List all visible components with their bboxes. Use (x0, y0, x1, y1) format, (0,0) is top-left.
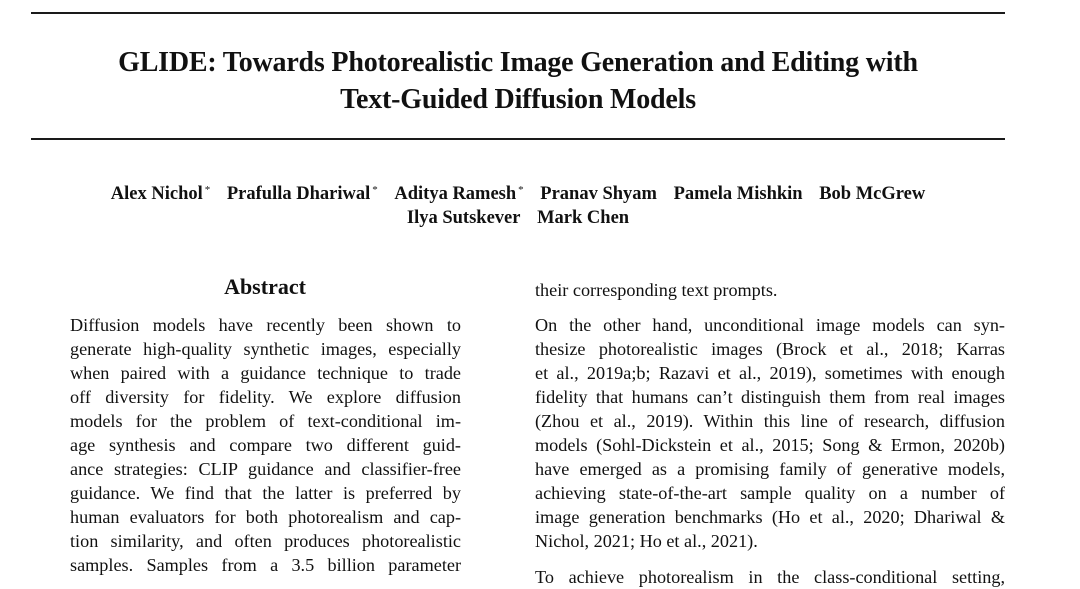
right-paragraph-1 (535, 278, 1005, 302)
author: Ilya Sutskever (406, 208, 521, 228)
author: Mark Chen (537, 208, 630, 228)
text-line: guidance. We find that the latter is preferred by (70, 483, 461, 503)
text-line: image generation benchmarks (Ho et al., 2020; Dhariwal & (535, 507, 1005, 527)
text-line: tion similarity, and often produces photorealistic (70, 531, 461, 551)
text-line: On the other hand, unconditional image models can syn- (535, 315, 1005, 335)
author: Prafulla Dhariwal * (226, 184, 378, 204)
text-line: when paired with a guidance technique to trade (70, 363, 461, 383)
equal-contribution-mark: * (204, 184, 211, 196)
right-paragraph-2 (535, 313, 1005, 553)
author-list (0, 182, 1036, 230)
text-line: human evaluators for both photorealism and cap- (70, 507, 461, 527)
author: Alex Nichol * (110, 184, 211, 204)
right-paragraph-3 (535, 565, 1005, 589)
author-line-2 (0, 206, 1036, 230)
author: Aditya Ramesh * (394, 184, 524, 204)
author-line-1 (0, 182, 1036, 206)
text-line: (Zhou et al., 2019). Within this line of research, diffusion (535, 411, 1005, 431)
text-line: their corresponding text prompts. (535, 280, 778, 300)
abstract-body (70, 313, 461, 577)
text-line: achieving state-of-the-art sample quality on a number of (535, 483, 1005, 503)
paper-title-line-2: Text-Guided Diffusion Models (340, 84, 696, 115)
text-line: fidelity that humans can’t distinguish them from real images (535, 387, 1005, 407)
text-line: have emerged as a promising family of generative models, (535, 459, 1005, 479)
author: Pamela Mishkin (673, 184, 803, 204)
text-line: generate high-quality synthetic images, especially (70, 339, 461, 359)
text-line: ance strategies: CLIP guidance and classifier-free (70, 459, 461, 479)
paper-title (0, 44, 1036, 118)
text-line: off diversity for fidelity. We explore diffusion (70, 387, 461, 407)
text-line: models for the problem of text-conditional im- (70, 411, 461, 431)
text-line: To achieve photorealism in the class-conditional setting, (535, 567, 1005, 587)
text-line: Nichol, 2021; Ho et al., 2021). (535, 531, 758, 551)
abstract-heading: Abstract (224, 274, 306, 299)
equal-contribution-mark: * (372, 184, 378, 196)
equal-contribution-mark: * (518, 184, 524, 196)
author: Bob McGrew (819, 184, 926, 204)
text-line: et al., 2019a;b; Razavi et al., 2019), sometimes with enough (535, 363, 1005, 383)
bottom-rule (31, 138, 1005, 140)
paper-title-line-1: GLIDE: Towards Photorealistic Image Generation and Editing with (118, 47, 918, 78)
text-line: models (Sohl-Dickstein et al., 2015; Song & Ermon, 2020b) (535, 435, 1005, 455)
author: Pranav Shyam (540, 184, 657, 204)
text-line: age synthesis and compare two different guid- (70, 435, 461, 455)
text-line: samples. Samples from a 3.5 billion parameter (70, 555, 461, 575)
top-rule (31, 12, 1005, 14)
text-line: Diffusion models have recently been shown to (70, 315, 461, 335)
text-line: thesize photorealistic images (Brock et al., 2018; Karras (535, 339, 1005, 359)
